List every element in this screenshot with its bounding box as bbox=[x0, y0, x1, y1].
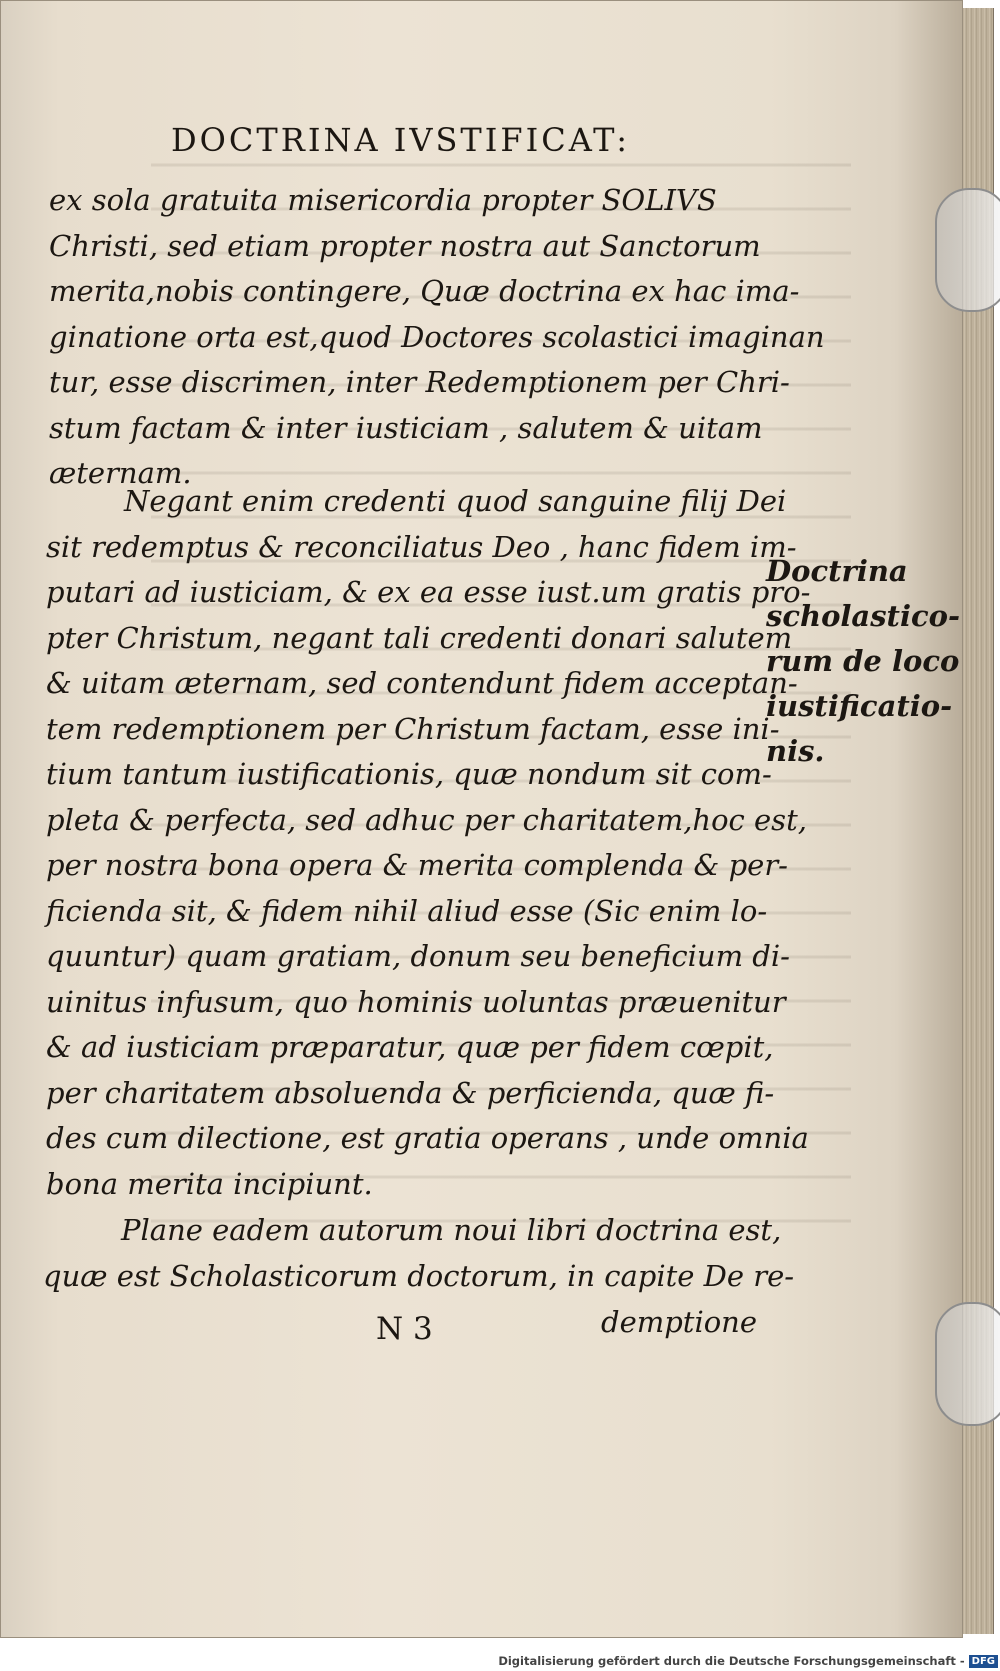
signature-mark: N 3 bbox=[376, 1311, 433, 1347]
catchword: demptione bbox=[601, 1305, 758, 1339]
paragraph-2-line: bona merita incipiunt. bbox=[46, 1166, 373, 1201]
paragraph-1-line: ex sola gratuita misericordia propter SOLIVS bbox=[49, 183, 717, 217]
paragraph-1-line: stum factam & inter iusticiam , salutem & uitam bbox=[49, 410, 763, 445]
marginal-note bbox=[766, 549, 960, 774]
paragraph-2-line: putari ad iusticiam, & ex ea esse iust.um gratis pro- bbox=[46, 575, 811, 609]
paragraph-3-line: quæ est Scholasticorum doctorum, in capite De re- bbox=[43, 1258, 795, 1293]
paragraph-2-line: pter Christum, negant tali credenti donari salutem bbox=[46, 620, 793, 655]
paragraph-2-line: quuntur) quam gratiam, donum seu beneficium di- bbox=[46, 939, 790, 973]
paragraph-2-line: sit redemptus & reconciliatus Deo , hanc fidem im- bbox=[46, 529, 797, 564]
paragraph-3-line: Plane eadem autorum noui libri doctrina est, bbox=[121, 1213, 782, 1247]
digitization-footer bbox=[498, 1653, 998, 1669]
paragraph-2 bbox=[46, 479, 810, 1207]
paragraph-1-line: Christi, sed etiam propter nostra aut Sanctorum bbox=[49, 228, 761, 263]
footer-credit: Digitalisierung gefördert durch die Deutsche Forschungsgemeinschaft - bbox=[498, 1654, 965, 1668]
paragraph-2-line: per nostra bona opera & merita complenda & per- bbox=[46, 848, 788, 882]
marginal-note-line: scholastico- bbox=[766, 599, 960, 633]
paragraph-1-line: ginatione orta est,quod Doctores scolastici imaginan bbox=[49, 319, 825, 354]
paragraph-3 bbox=[43, 1208, 794, 1299]
paragraph-1-line: æternam. bbox=[49, 456, 192, 490]
marginal-note-line: rum de loco bbox=[766, 644, 960, 678]
paragraph-2-line: uinitus infusum, quo hominis uoluntas præuenitur bbox=[46, 984, 786, 1019]
paragraph-1-line: tur, esse discrimen, inter Redemptionem per Chri- bbox=[49, 365, 790, 399]
paragraph-2-line: per charitatem absoluenda & perficienda, quæ fi- bbox=[46, 1075, 775, 1110]
book-clip-top bbox=[935, 188, 1000, 312]
paragraph-1-line: merita,nobis contingere, Quæ doctrina ex hac ima- bbox=[49, 274, 800, 308]
dfg-logo-icon: DFG bbox=[969, 1655, 998, 1668]
marginal-note-line: nis. bbox=[766, 734, 825, 768]
paragraph-2-line: & uitam æternam, sed contendunt fidem acceptan- bbox=[46, 666, 798, 700]
paragraph-2-line: des cum dilectione, est gratia operans , unde omnia bbox=[46, 1121, 809, 1155]
running-head: DOCTRINA IVSTIFICAT: bbox=[171, 121, 631, 159]
book-clip-bottom bbox=[935, 1302, 1000, 1426]
paragraph-2-line: ficienda sit, & fidem nihil aliud esse (Sic enim lo- bbox=[46, 893, 768, 928]
paragraph-1 bbox=[49, 178, 825, 497]
paragraph-2-line: & ad iusticiam præparatur, quæ per fidem cœpit, bbox=[46, 1030, 774, 1064]
paragraph-2-line: Negant enim credenti quod sanguine filij Dei bbox=[124, 484, 787, 518]
paragraph-2-line: tem redemptionem per Christum factam, esse ini- bbox=[46, 711, 780, 746]
paragraph-2-line: tium tantum iustificationis, quæ nondum sit com- bbox=[46, 757, 772, 791]
marginal-note-line: Doctrina bbox=[766, 554, 908, 588]
paragraph-2-line: pleta & perfecta, sed adhuc per charitatem,hoc est, bbox=[46, 802, 807, 837]
marginal-note-line: iustificatio- bbox=[766, 689, 953, 723]
